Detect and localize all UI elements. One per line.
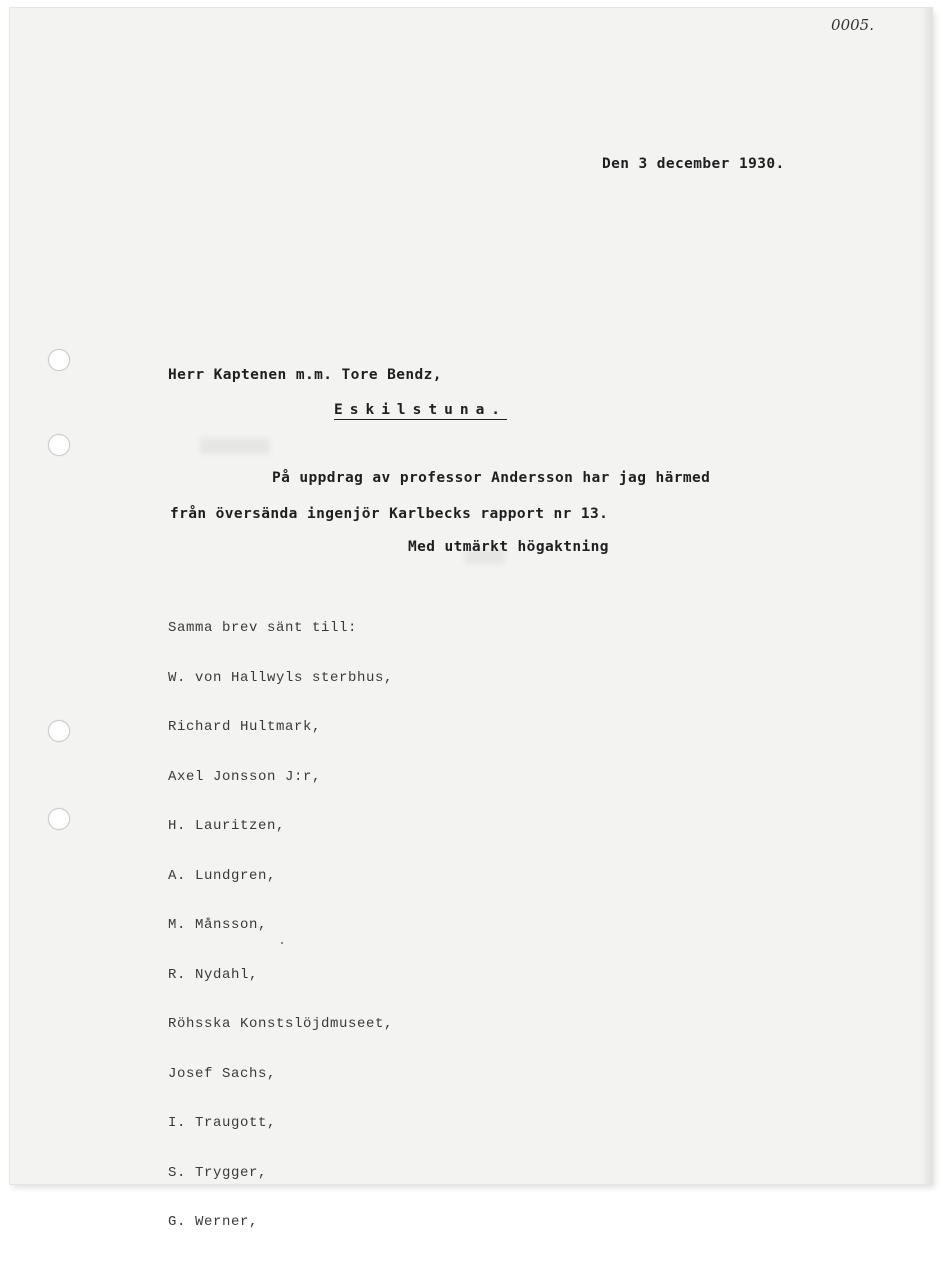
copies-recipient: I. Traugott, <box>168 1115 277 1131</box>
copies-list <box>168 588 393 1264</box>
copies-recipient: Richard Hultmark, <box>168 719 322 735</box>
copies-recipient: W. von Hallwyls sterbhus, <box>168 669 394 686</box>
letter-date: Den 3 december 1930. <box>602 156 785 172</box>
body-line-2: från översända ingenjör Karlbecks rapport nr 13. <box>170 506 609 522</box>
closing-line: Med utmärkt högaktning <box>408 539 609 555</box>
copies-recipient: A. Lundgren, <box>168 867 277 884</box>
punch-hole <box>48 434 70 456</box>
copies-recipient: H. Lauritzen, <box>168 818 286 834</box>
punch-hole <box>48 349 70 371</box>
punch-hole <box>48 808 70 830</box>
copies-recipient: Röhsska Konstslöjdmuseet, <box>168 1016 394 1032</box>
punch-hole <box>48 720 70 742</box>
document-page <box>10 8 932 1230</box>
page-number: 0005. <box>831 16 874 34</box>
copies-recipient: R. Nydahl, <box>168 966 259 983</box>
copies-heading: Samma brev sänt till: <box>168 620 358 636</box>
body-line-1: På uppdrag av professor Andersson har jag härmed <box>272 470 711 486</box>
recipient-name: Herr Kaptenen m.m. Tore Bendz, <box>168 367 442 383</box>
page-edge-shadow <box>922 8 932 1184</box>
copies-recipient: S. Trygger, <box>168 1164 268 1181</box>
copies-recipient: G. Werner, <box>168 1214 259 1230</box>
recipient-city: Eskilstuna. <box>334 402 508 418</box>
paper-smudge <box>200 438 270 454</box>
copies-recipient: M. Månsson, <box>168 917 268 933</box>
copies-recipient: Josef Sachs, <box>168 1065 277 1082</box>
copies-recipient: Axel Jonsson J:r, <box>168 768 322 785</box>
